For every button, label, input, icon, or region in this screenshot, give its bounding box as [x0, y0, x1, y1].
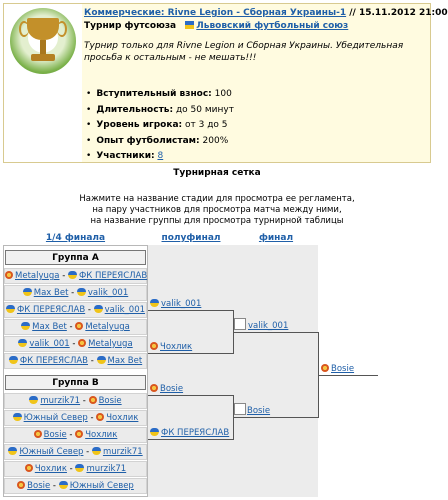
stage-semifinal[interactable]: полуфинал	[161, 233, 221, 243]
match-row[interactable]	[4, 336, 147, 352]
team-link[interactable]: Чохлик	[85, 430, 118, 440]
team-seal-icon	[150, 342, 158, 350]
stat-duration: • Длительность: до 50 минут	[86, 103, 426, 119]
match-dash: -	[88, 356, 97, 366]
team-link[interactable]: Южный Север	[23, 413, 88, 423]
team	[89, 396, 122, 406]
team-link[interactable]: valik_001	[87, 288, 129, 298]
match-row[interactable]	[4, 319, 147, 335]
team	[97, 356, 143, 366]
team-heart-icon	[23, 288, 32, 296]
team-seal-icon	[75, 322, 83, 330]
team-link[interactable]: Чохлик	[160, 342, 193, 352]
union-flag-icon	[185, 21, 194, 29]
team-seal-icon	[5, 271, 13, 279]
team	[17, 481, 50, 491]
team-link[interactable]: Bosie	[98, 396, 122, 406]
team	[78, 339, 133, 349]
team	[68, 271, 147, 281]
team-link[interactable]: Чохлик	[34, 464, 67, 474]
match-dash: -	[59, 271, 68, 281]
title-separator: //	[349, 8, 356, 18]
team-link[interactable]: ФК ПЕРЕЯСЛАВ	[161, 428, 230, 438]
match-row[interactable]	[4, 302, 147, 318]
team-seal-icon	[96, 413, 104, 421]
team-heart-icon	[29, 396, 38, 404]
match-dash: -	[50, 481, 59, 491]
team-seal-icon	[17, 481, 25, 489]
semifinal-column	[148, 245, 234, 497]
team-link[interactable]: valik_001	[29, 339, 70, 349]
semifinal-slot[interactable]	[150, 383, 183, 395]
match-dash: -	[83, 447, 92, 457]
bracket-connector	[148, 353, 234, 354]
bracket-connector	[148, 439, 234, 440]
team-link[interactable]: Max Bet	[32, 322, 67, 332]
match-dash: -	[87, 413, 97, 423]
stat-entry-fee: • Вступительный взнос: 100	[86, 87, 426, 103]
team-heart-icon	[97, 356, 106, 364]
team-heart-icon	[8, 447, 17, 455]
team-link[interactable]: Max Bet	[33, 288, 69, 298]
bracket-node-box	[234, 403, 246, 415]
team-heart-icon	[150, 428, 159, 436]
team-link[interactable]: murzik71	[40, 396, 81, 406]
team-link[interactable]: Чохлик	[106, 413, 139, 423]
team-heart-icon	[18, 339, 27, 347]
match-row[interactable]	[4, 427, 147, 443]
match-dash: -	[66, 322, 76, 332]
match-row[interactable]	[4, 461, 147, 477]
team	[75, 464, 126, 474]
team	[6, 305, 85, 315]
team	[150, 342, 192, 352]
team-link[interactable]: Metalyuga	[85, 322, 130, 332]
bracket-node-box	[234, 318, 246, 330]
team-heart-icon	[92, 447, 101, 455]
stat-participants: • Участники: 8	[86, 149, 426, 165]
team-link[interactable]: ФК ПЕРЕЯСЛАВ	[78, 271, 148, 281]
team-link[interactable]: Max Bet	[107, 356, 143, 366]
team	[92, 447, 143, 457]
team-seal-icon	[321, 364, 329, 372]
team-link[interactable]: valik_001	[104, 305, 146, 315]
winner-slot[interactable]	[321, 363, 354, 375]
team	[150, 384, 183, 394]
team	[94, 305, 145, 315]
team-link[interactable]: Южный Север	[19, 447, 84, 457]
team-link[interactable]: Bosie	[331, 364, 355, 374]
team-heart-icon	[21, 322, 30, 330]
team	[96, 413, 138, 423]
team	[75, 430, 117, 440]
bracket-connector	[234, 417, 318, 418]
team-heart-icon	[68, 271, 77, 279]
match-datetime: 15.11.2012 21:00	[358, 8, 448, 18]
team	[21, 322, 67, 332]
team	[150, 428, 229, 438]
title-row	[84, 8, 448, 21]
team-link[interactable]: murzik71	[86, 464, 127, 474]
team	[150, 299, 201, 309]
group-a-header[interactable]: Группа A	[5, 250, 146, 265]
team-link[interactable]: murzik71	[102, 447, 143, 457]
team	[75, 322, 130, 332]
match-dash: -	[69, 339, 79, 349]
stage-final[interactable]: финал	[258, 233, 294, 243]
team-heart-icon	[75, 464, 84, 472]
team-heart-icon	[77, 288, 86, 296]
semifinal-slot[interactable]	[150, 298, 201, 310]
team	[59, 481, 134, 491]
match-row[interactable]	[4, 353, 147, 369]
team	[34, 430, 67, 440]
team	[29, 396, 80, 406]
group-b-header[interactable]: Группа B	[5, 375, 146, 390]
tournament-logo	[4, 4, 82, 162]
team-seal-icon	[25, 464, 33, 472]
team	[321, 364, 354, 374]
team-link[interactable]: ФК ПЕРЕЯСЛАВ	[16, 305, 86, 315]
stat-experience: • Опыт футболистам: 200%	[86, 134, 426, 150]
bracket-hint: Нажмите на название стадии для просмотра ее регламента, на пару участников для просмотра матча между ними, на название группы для просмотра турнирной таблицы	[79, 194, 355, 226]
team	[77, 288, 128, 298]
team-heart-icon	[9, 356, 18, 364]
tournament-stats	[86, 87, 426, 165]
team-heart-icon	[13, 413, 22, 421]
stage-quarterfinal[interactable]: 1/4 финала	[45, 233, 106, 243]
team-heart-icon	[59, 481, 68, 489]
match-row[interactable]	[4, 268, 147, 284]
match-dash: -	[80, 396, 89, 406]
team	[25, 464, 67, 474]
team-seal-icon	[89, 396, 97, 404]
team-seal-icon	[75, 430, 83, 438]
team-link[interactable]: Bosie	[160, 384, 184, 394]
match-dash: -	[68, 288, 77, 298]
league-link[interactable]: Коммерческие: Rivne Legion - Сборная Украины-1	[84, 8, 347, 18]
match-row[interactable]	[4, 285, 147, 301]
bracket-connector	[148, 310, 234, 311]
team	[9, 356, 88, 366]
team	[23, 288, 69, 298]
team	[18, 339, 69, 349]
team-link[interactable]: Metalyuga	[15, 271, 60, 281]
team-seal-icon	[78, 339, 86, 347]
bracket-title: Турнирная сетка	[173, 168, 261, 178]
match-row[interactable]	[4, 444, 147, 460]
team	[5, 271, 60, 281]
team-link[interactable]: valik_001	[161, 299, 202, 309]
team	[8, 447, 83, 457]
team-link[interactable]: Bosie	[43, 430, 67, 440]
team-link[interactable]: Bosie	[247, 406, 271, 416]
team-seal-icon	[34, 430, 42, 438]
bracket-connector	[318, 375, 378, 376]
team-heart-icon	[94, 305, 103, 313]
team-heart-icon	[150, 299, 159, 307]
tournament-type: Турнир футсоюза	[84, 21, 177, 31]
team-heart-icon	[6, 305, 15, 313]
match-dash: -	[66, 464, 76, 474]
tournament-header	[3, 3, 448, 163]
match-row[interactable]	[4, 410, 147, 426]
semifinal-slot[interactable]	[150, 427, 229, 439]
match-row[interactable]	[4, 393, 147, 409]
team-link[interactable]: ФК ПЕРЕЯСЛАВ	[19, 356, 89, 366]
team-seal-icon	[150, 384, 158, 392]
tournament-subtitle	[84, 21, 348, 34]
match-dash: -	[66, 430, 76, 440]
team-link[interactable]: Южный Север	[69, 481, 134, 491]
bracket-connector	[148, 395, 234, 396]
team	[13, 413, 88, 423]
bracket-connector	[234, 332, 318, 333]
union-link[interactable]: Львовский футбольный союз	[196, 21, 349, 31]
team-link[interactable]: Bosie	[27, 481, 51, 491]
final-column	[234, 245, 318, 497]
team-link[interactable]: Metalyuga	[88, 339, 133, 349]
semifinal-slot[interactable]	[150, 341, 192, 353]
stat-player-level: • Уровень игрока: от 3 до 5	[86, 118, 426, 134]
tournament-description: Турнир только для Rivne Legion и Сборная Украины. Убедительная просьба к остальным - не мешать!!!	[84, 41, 404, 63]
team-link[interactable]: valik_001	[248, 321, 289, 331]
match-dash: -	[85, 305, 94, 315]
match-row[interactable]	[4, 478, 147, 494]
participants-link[interactable]: 8	[157, 151, 164, 161]
